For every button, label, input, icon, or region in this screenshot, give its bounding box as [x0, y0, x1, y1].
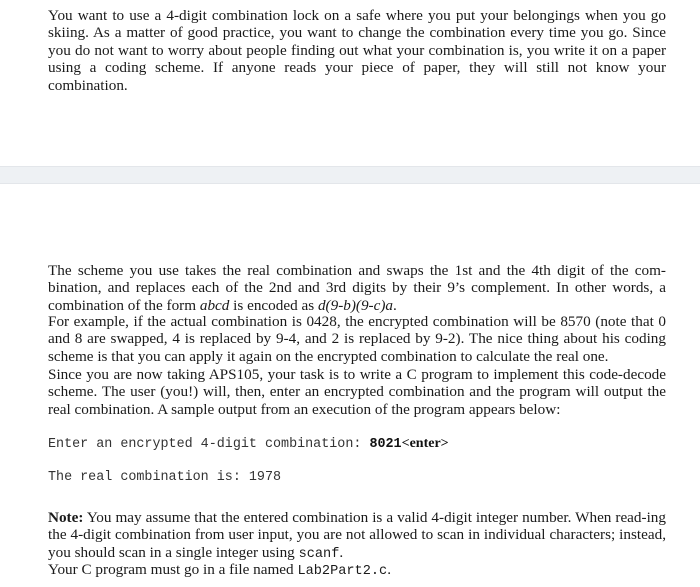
scheme-text-before: The scheme you use takes the real combination and swaps the 1st and the 4th digit of the com-bination, and replaces each of the 2nd and 3rd digits by their 9’s complement. In other words, a combination of the form	[48, 262, 666, 314]
scheme-text-middle: is encoded as	[229, 296, 318, 314]
scheme-form-encoded: d(9-b)(9-c)a	[317, 296, 394, 314]
note-paragraph	[48, 509, 666, 563]
note-label: Note:	[48, 509, 84, 526]
sample-enter-key: <enter>	[401, 436, 449, 451]
example-paragraph: For example, if the actual combination is 0428, the encrypted combination will be 8570 (note that 0 and 8 are swapped, 4 is replaced by 9-4, and 2 is replaced by 9-2). The nice thing about his coding scheme is that you can apply it again on the encrypted combination to calculate the real one.	[48, 313, 666, 365]
task-paragraph: Since you are now taking APS105, your task is to write a C program to implement this code-decode scheme. The user (you!) will, then, enter an encrypted combination and the program will output the real combination. A sample output from an execution of the program appears below:	[48, 366, 666, 418]
note-text-after: .	[339, 543, 344, 561]
file-text-before: Your C program must go in a file named	[48, 561, 298, 578]
sample-input-value: 8021	[369, 437, 402, 452]
scheme-paragraph	[48, 262, 666, 314]
scheme-text-after: .	[393, 296, 397, 314]
sample-result-line: The real combination is: 1978	[48, 470, 282, 485]
page-separator	[0, 166, 700, 184]
scheme-form-plain: abcd	[199, 296, 230, 314]
note-function-name: scanf	[298, 546, 340, 562]
sample-prompt-text: Enter an encrypted 4-digit combination:	[48, 437, 370, 452]
file-text-after: .	[387, 561, 391, 578]
note-text-before: You may assume that the entered combination is a valid 4-digit integer number. When read-ing the 4-digit combination from user input, you are not allowed to scan in individual characters; instead, you should scan in a single integer using	[48, 509, 666, 561]
sample-prompt-line	[48, 436, 449, 452]
file-requirement-paragraph	[48, 561, 666, 580]
intro-paragraph: You want to use a 4-digit combination lock on a safe where you put your belongings when you go skiing. As a matter of good practice, you want to change the combination every time you go. Since you do not want to worry about people finding out what your combination is, you write it on a paper using a coding scheme. If anyone reads your piece of paper, they will still not know your combination.	[48, 7, 666, 94]
file-name: Lab2Part2.c	[297, 564, 388, 579]
document-page-top	[0, 0, 700, 166]
